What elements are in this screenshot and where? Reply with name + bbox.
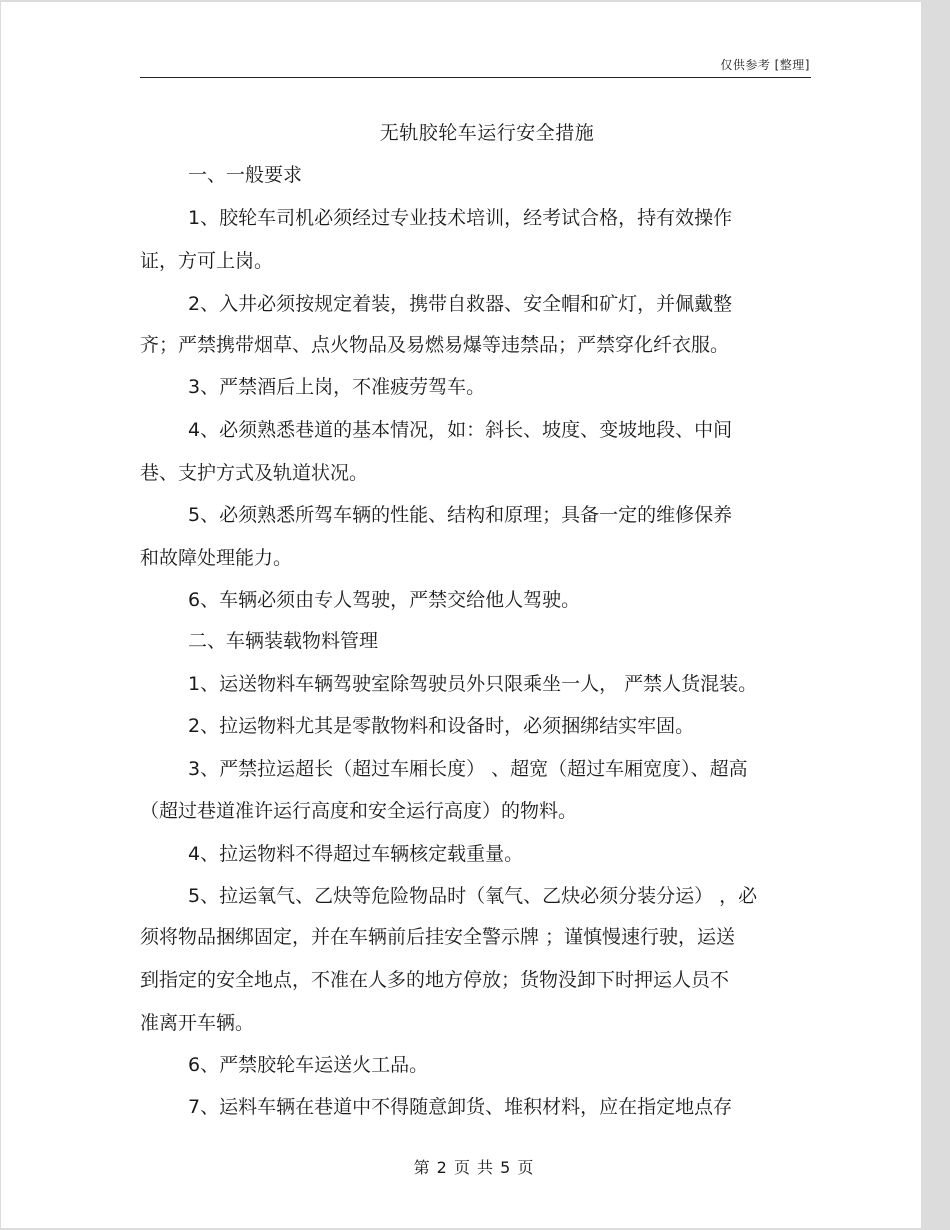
paragraph-line: 1、胶轮车司机必须经过专业技术培训，经考试合格，持有效操作 (188, 207, 733, 229)
paragraph-line: 准离开车辆。 (140, 1012, 255, 1034)
paragraph-line: 须将物品捆绑固定，并在车辆前后挂安全警示牌 ；谨慎慢速行驶，运送 (140, 926, 736, 948)
section-heading: 二、车辆装载物料管理 (188, 630, 379, 652)
paragraph-line: 5、拉运氧气、乙炔等危险物品时（氧气、乙炔必须分装分运） ，必 (188, 885, 758, 907)
paragraph-line: 齐；严禁携带烟草、点火物品及易燃易爆等违禁品；严禁穿化纤衣服。 (140, 334, 730, 356)
section-heading: 一、一般要求 (188, 164, 303, 186)
header-note: 仅供参考 [整理] (720, 58, 810, 72)
paragraph-line: 1、运送物料车辆驾驶室除驾驶员外只限乘坐一人， 严禁人货混装。 (188, 673, 758, 695)
paragraph-line: 5、必须熟悉所驾车辆的性能、结构和原理；具备一定的维修保养 (188, 504, 733, 526)
paragraph-line: 6、车辆必须由专人驾驶，严禁交给他人驾驶。 (188, 589, 581, 611)
document-title: 无轨胶轮车运行安全措施 (379, 122, 595, 144)
paragraph-line: 到指定的安全地点，不准在人多的地方停放；货物没卸下时押运人员不 (140, 969, 730, 991)
paragraph-line: 6、严禁胶轮车运送火工品。 (188, 1054, 429, 1076)
paragraph-line: 3、严禁拉运超长（超过车厢长度） 、超宽（超过车厢宽度）、超高 (188, 758, 748, 780)
document-page (1, 2, 921, 1228)
header-divider (140, 77, 811, 78)
paragraph-line: 2、入井必须按规定着装，携带自救器、安全帽和矿灯，并佩戴整 (188, 293, 733, 315)
paragraph-line: 4、拉运物料不得超过车辆核定载重量。 (188, 843, 524, 865)
paragraph-line: （超过巷道准许运行高度和安全运行高度）的物料。 (140, 800, 578, 822)
paragraph-line: 4、必须熟悉巷道的基本情况，如：斜长、坡度、变坡地段、中间 (188, 419, 733, 441)
paragraph-line: 7、运料车辆在巷道中不得随意卸货、堆积材料，应在指定地点存 (188, 1096, 733, 1118)
paragraph-line: 2、拉运物料尤其是零散物料和设备时，必须捆绑结实牢固。 (188, 715, 695, 737)
paragraph-line: 证，方可上岗。 (140, 250, 274, 272)
paragraph-line: 巷、支护方式及轨道状况。 (140, 462, 369, 484)
paragraph-line: 和故障处理能力。 (140, 547, 293, 569)
page-number: 第 2 页 共 5 页 (413, 1158, 535, 1177)
paragraph-line: 3、严禁酒后上岗，不准疲劳驾车。 (188, 376, 486, 398)
